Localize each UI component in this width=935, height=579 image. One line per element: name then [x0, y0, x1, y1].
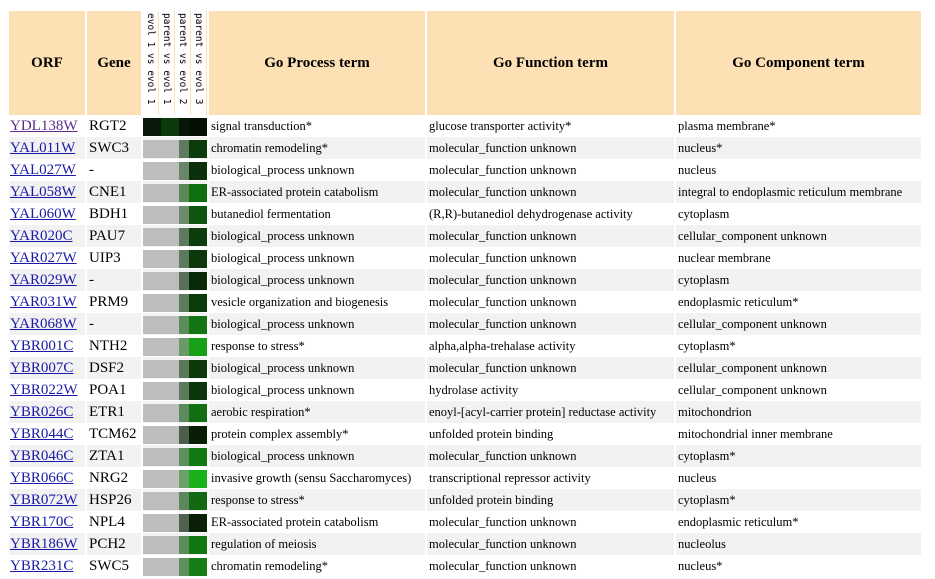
orf-cell [9, 401, 87, 423]
go-component-cell: cytoplasm* [676, 335, 923, 357]
gene-cell: RGT2 [87, 115, 143, 137]
heatmap-cell [143, 272, 161, 290]
orf-cell [9, 423, 87, 445]
orf-link[interactable]: YBR046C [10, 447, 74, 464]
heatmap-cell [179, 448, 189, 466]
table-row [9, 489, 923, 511]
go-process-cell: biological_process unknown [209, 357, 427, 379]
gene-cell: SWC5 [87, 555, 143, 577]
gene-cell: DSF2 [87, 357, 143, 379]
heatmap-cell [143, 558, 161, 576]
orf-link[interactable]: YBR044C [10, 425, 74, 442]
gene-cell: POA1 [87, 379, 143, 401]
heatmap-cell [143, 118, 161, 136]
go-function-cell: transcriptional repressor activity [427, 467, 676, 489]
orf-cell [9, 291, 87, 313]
conditions-column-header [143, 11, 209, 115]
go-function-cell: alpha,alpha-trehalase activity [427, 335, 676, 357]
orf-cell [9, 555, 87, 577]
orf-cell [9, 313, 87, 335]
heatmap-cell [143, 514, 161, 532]
heatmap [143, 423, 209, 445]
orf-link[interactable]: YAR031W [10, 293, 77, 310]
heatmap-cell [179, 294, 189, 312]
go-component-cell: nucleus* [676, 555, 923, 577]
heatmap [143, 445, 209, 467]
orf-cell [9, 137, 87, 159]
heatmap-cell [143, 426, 161, 444]
orf-cell [9, 445, 87, 467]
go-component-cell: cytoplasm [676, 269, 923, 291]
heatmap-cell [179, 514, 189, 532]
heatmap [143, 511, 209, 533]
heatmap-cell [143, 228, 161, 246]
heatmap-cell [179, 162, 189, 180]
heatmap-cell [179, 492, 189, 510]
heatmap-cell [161, 272, 179, 290]
gene-cell: NTH2 [87, 335, 143, 357]
table-row [9, 423, 923, 445]
heatmap-cell [189, 184, 207, 202]
heatmap-cell [179, 558, 189, 576]
heatmap-cell [161, 118, 179, 136]
heatmap-cell [189, 250, 207, 268]
orf-link[interactable]: YBR170C [10, 513, 74, 530]
gene-cell: - [87, 159, 143, 181]
heatmap-cell [189, 272, 207, 290]
table-row [9, 159, 923, 181]
table-row [9, 181, 923, 203]
heatmap-cell [143, 470, 161, 488]
heatmap-cell [189, 162, 207, 180]
table-row [9, 555, 923, 577]
gene-cell: ETR1 [87, 401, 143, 423]
heatmap-cell [161, 514, 179, 532]
table-row [9, 269, 923, 291]
gene-cell: CNE1 [87, 181, 143, 203]
heatmap-cell [179, 140, 189, 158]
heatmap-cell [179, 118, 189, 136]
orf-link[interactable]: YAR027W [10, 249, 77, 266]
go-process-cell: biological_process unknown [209, 225, 427, 247]
orf-cell [9, 247, 87, 269]
orf-link[interactable]: YAL027W [10, 161, 76, 178]
heatmap-cell [179, 536, 189, 554]
go-process-cell: regulation of meiosis [209, 533, 427, 555]
go-component-cell: endoplasmic reticulum* [676, 291, 923, 313]
go-function-cell: molecular_function unknown [427, 511, 676, 533]
heatmap-cell [179, 228, 189, 246]
heatmap-cell [143, 140, 161, 158]
go-process-cell: ER-associated protein catabolism [209, 511, 427, 533]
heatmap [143, 115, 209, 137]
gene-cell: - [87, 313, 143, 335]
heatmap-cell [161, 404, 179, 422]
go-component-cell: integral to endoplasmic reticulum membrane [676, 181, 923, 203]
orf-column-header: ORF [9, 11, 87, 115]
table-row [9, 467, 923, 489]
orf-cell [9, 335, 87, 357]
condition-label: parent vs evol 2 [175, 11, 191, 115]
orf-link[interactable]: YBR066C [10, 469, 74, 486]
go-component-cell: nucleolus [676, 533, 923, 555]
orf-link[interactable]: YBR072W [10, 491, 78, 508]
table-row [9, 445, 923, 467]
orf-cell [9, 181, 87, 203]
heatmap [143, 291, 209, 313]
heatmap-cell [143, 360, 161, 378]
go-component-cell: nuclear membrane [676, 247, 923, 269]
heatmap-cell [143, 338, 161, 356]
go-component-cell: mitochondrion [676, 401, 923, 423]
go-function-cell: molecular_function unknown [427, 137, 676, 159]
gene-cell: PAU7 [87, 225, 143, 247]
go-component-cell: nucleus [676, 467, 923, 489]
go-component-cell: cellular_component unknown [676, 357, 923, 379]
heatmap-cell [189, 448, 207, 466]
go-process-cell: aerobic respiration* [209, 401, 427, 423]
heatmap-cell [143, 492, 161, 510]
gene-cell: SWC3 [87, 137, 143, 159]
go-component-cell: cellular_component unknown [676, 379, 923, 401]
heatmap-cell [161, 294, 179, 312]
heatmap [143, 555, 209, 577]
heatmap-cell [179, 360, 189, 378]
orf-link[interactable]: YBR231C [10, 557, 74, 574]
heatmap-cell [161, 206, 179, 224]
go-component-cell: plasma membrane* [676, 115, 923, 137]
go-component-cell: nucleus [676, 159, 923, 181]
orf-cell [9, 379, 87, 401]
heatmap-cell [143, 294, 161, 312]
go-function-cell: molecular_function unknown [427, 247, 676, 269]
gene-cell: NRG2 [87, 467, 143, 489]
heatmap [143, 225, 209, 247]
heatmap [143, 181, 209, 203]
table-row [9, 313, 923, 335]
go-function-cell: molecular_function unknown [427, 445, 676, 467]
go-process-column-header: Go Process term [209, 11, 427, 115]
heatmap-cell [179, 250, 189, 268]
go-process-cell: invasive growth (sensu Saccharomyces) [209, 467, 427, 489]
heatmap-cell [161, 382, 179, 400]
condition-label: parent vs evol 3 [191, 11, 207, 115]
orf-link[interactable]: YAL058W [10, 183, 76, 200]
heatmap-cell [143, 382, 161, 400]
heatmap-cell [143, 162, 161, 180]
gene-cell: ZTA1 [87, 445, 143, 467]
orf-link[interactable]: YBR007C [10, 359, 74, 376]
go-function-cell: unfolded protein binding [427, 489, 676, 511]
heatmap-cell [179, 470, 189, 488]
go-process-cell: biological_process unknown [209, 313, 427, 335]
table-row [9, 511, 923, 533]
go-component-column-header: Go Component term [676, 11, 923, 115]
heatmap-cell [161, 338, 179, 356]
gene-cell: BDH1 [87, 203, 143, 225]
gene-cell: UIP3 [87, 247, 143, 269]
heatmap-cell [143, 250, 161, 268]
go-function-cell: hydrolase activity [427, 379, 676, 401]
heatmap-cell [189, 294, 207, 312]
go-process-cell: biological_process unknown [209, 379, 427, 401]
go-function-cell: molecular_function unknown [427, 313, 676, 335]
condition-label: evol 1 vs evol 1 [143, 11, 159, 115]
heatmap-cell [143, 184, 161, 202]
heatmap [143, 335, 209, 357]
heatmap-cell [189, 404, 207, 422]
orf-link[interactable]: YBR001C [10, 337, 74, 354]
gene-column-header: Gene [87, 11, 143, 115]
heatmap-cell [161, 316, 179, 334]
heatmap-cell [189, 228, 207, 246]
go-function-cell: (R,R)-butanediol dehydrogenase activity [427, 203, 676, 225]
go-process-cell: response to stress* [209, 335, 427, 357]
orf-cell [9, 203, 87, 225]
go-process-cell: biological_process unknown [209, 159, 427, 181]
gene-cell: TCM62 [87, 423, 143, 445]
orf-link[interactable]: YBR022W [10, 381, 78, 398]
heatmap-cell [161, 360, 179, 378]
heatmap-cell [189, 382, 207, 400]
heatmap-cell [189, 514, 207, 532]
go-process-cell: protein complex assembly* [209, 423, 427, 445]
go-function-cell: molecular_function unknown [427, 555, 676, 577]
orf-cell [9, 357, 87, 379]
heatmap-cell [179, 184, 189, 202]
orf-link[interactable]: YBR026C [10, 403, 74, 420]
heatmap-cell [179, 338, 189, 356]
heatmap-cell [189, 536, 207, 554]
heatmap-cell [189, 426, 207, 444]
gene-cell: NPL4 [87, 511, 143, 533]
go-process-cell: butanediol fermentation [209, 203, 427, 225]
heatmap [143, 203, 209, 225]
table-row [9, 115, 923, 137]
go-function-column-header: Go Function term [427, 11, 676, 115]
go-component-cell: cellular_component unknown [676, 225, 923, 247]
heatmap-cell [161, 470, 179, 488]
orf-link[interactable]: YAR029W [10, 271, 77, 288]
heatmap-cell [143, 448, 161, 466]
heatmap-cell [179, 206, 189, 224]
orf-link[interactable]: YAR020C [10, 227, 73, 244]
heatmap [143, 467, 209, 489]
orf-cell [9, 489, 87, 511]
go-component-cell: cytoplasm* [676, 445, 923, 467]
heatmap-cell [161, 228, 179, 246]
table-row [9, 247, 923, 269]
go-component-cell: nucleus* [676, 137, 923, 159]
heatmap [143, 533, 209, 555]
go-function-cell: molecular_function unknown [427, 269, 676, 291]
heatmap-cell [143, 536, 161, 554]
heatmap-cell [189, 140, 207, 158]
orf-link[interactable]: YAL011W [10, 139, 76, 156]
heatmap-cell [161, 140, 179, 158]
go-function-cell: molecular_function unknown [427, 291, 676, 313]
heatmap [143, 357, 209, 379]
heatmap-cell [161, 448, 179, 466]
go-process-cell: ER-associated protein catabolism [209, 181, 427, 203]
heatmap-cell [189, 118, 207, 136]
orf-cell [9, 511, 87, 533]
gene-expression-table [9, 11, 923, 577]
heatmap [143, 159, 209, 181]
go-process-cell: biological_process unknown [209, 445, 427, 467]
orf-cell [9, 269, 87, 291]
orf-cell [9, 467, 87, 489]
table-row [9, 137, 923, 159]
table-body [9, 115, 923, 577]
go-function-cell: molecular_function unknown [427, 181, 676, 203]
heatmap-cell [179, 382, 189, 400]
orf-cell [9, 225, 87, 247]
orf-link[interactable]: YBR186W [10, 535, 78, 552]
table-row [9, 401, 923, 423]
gene-cell: PCH2 [87, 533, 143, 555]
go-component-cell: cellular_component unknown [676, 313, 923, 335]
heatmap-cell [161, 558, 179, 576]
go-component-cell: endoplasmic reticulum* [676, 511, 923, 533]
heatmap-cell [189, 492, 207, 510]
heatmap-cell [161, 250, 179, 268]
go-function-cell: unfolded protein binding [427, 423, 676, 445]
go-component-cell: cytoplasm [676, 203, 923, 225]
go-function-cell: glucose transporter activity* [427, 115, 676, 137]
table-row [9, 291, 923, 313]
heatmap-cell [161, 162, 179, 180]
orf-cell [9, 533, 87, 555]
orf-link[interactable]: YAL060W [10, 205, 76, 222]
heatmap-cell [189, 206, 207, 224]
table-row [9, 335, 923, 357]
table-row [9, 533, 923, 555]
go-function-cell: molecular_function unknown [427, 159, 676, 181]
heatmap [143, 247, 209, 269]
heatmap [143, 489, 209, 511]
table-header-row [9, 11, 923, 115]
heatmap-cell [189, 360, 207, 378]
heatmap-cell [161, 536, 179, 554]
heatmap [143, 137, 209, 159]
heatmap-cell [179, 426, 189, 444]
table-row [9, 379, 923, 401]
go-function-cell: molecular_function unknown [427, 533, 676, 555]
go-process-cell: response to stress* [209, 489, 427, 511]
go-process-cell: chromatin remodeling* [209, 555, 427, 577]
go-function-cell: enoyl-[acyl-carrier protein] reductase activity [427, 401, 676, 423]
heatmap [143, 269, 209, 291]
heatmap-cell [161, 184, 179, 202]
go-process-cell: biological_process unknown [209, 247, 427, 269]
table-row [9, 357, 923, 379]
orf-link[interactable]: YDL138W [10, 117, 78, 134]
heatmap-cell [189, 470, 207, 488]
go-component-cell: mitochondrial inner membrane [676, 423, 923, 445]
heatmap [143, 401, 209, 423]
go-process-cell: chromatin remodeling* [209, 137, 427, 159]
go-function-cell: molecular_function unknown [427, 357, 676, 379]
heatmap-cell [189, 338, 207, 356]
gene-cell: HSP26 [87, 489, 143, 511]
condition-label: parent vs evol 1 [159, 11, 175, 115]
orf-cell [9, 115, 87, 137]
heatmap-cell [143, 206, 161, 224]
heatmap-cell [143, 404, 161, 422]
heatmap-cell [179, 316, 189, 334]
go-process-cell: biological_process unknown [209, 269, 427, 291]
gene-cell: PRM9 [87, 291, 143, 313]
heatmap-cell [189, 316, 207, 334]
orf-link[interactable]: YAR068W [10, 315, 77, 332]
go-process-cell: vesicle organization and biogenesis [209, 291, 427, 313]
heatmap-cell [179, 272, 189, 290]
heatmap-cell [161, 492, 179, 510]
heatmap-cell [189, 558, 207, 576]
table-row [9, 203, 923, 225]
table-row [9, 225, 923, 247]
go-function-cell: molecular_function unknown [427, 225, 676, 247]
heatmap-cell [179, 404, 189, 422]
go-component-cell: cytoplasm* [676, 489, 923, 511]
heatmap-cell [161, 426, 179, 444]
go-process-cell: signal transduction* [209, 115, 427, 137]
heatmap-cell [143, 316, 161, 334]
heatmap [143, 379, 209, 401]
orf-cell [9, 159, 87, 181]
heatmap [143, 313, 209, 335]
gene-cell: - [87, 269, 143, 291]
